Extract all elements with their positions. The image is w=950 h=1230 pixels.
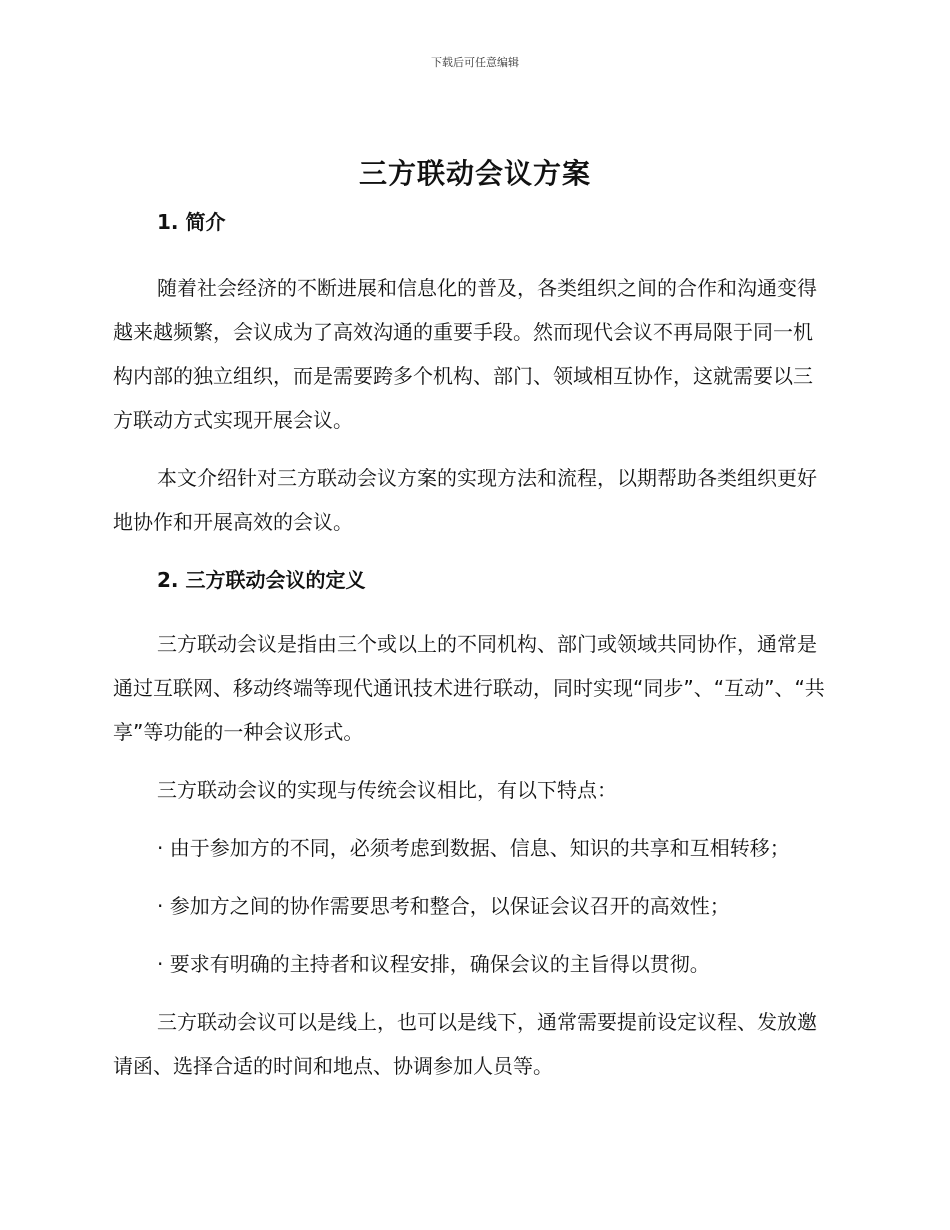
section-heading-definition: 2. 三方联动会议的定义: [157, 568, 366, 592]
bullet-item: · 由于参加方的不同，必须考虑到数据、信息、知识的共享和互相转移；: [157, 836, 790, 860]
bullet-item: · 参加方之间的协作需要思考和整合，以保证会议召开的高效性；: [157, 894, 730, 918]
paragraph-intro-1: 随着社会经济的不断进展和信息化的普及，各类组织之间的合作和沟通变得越来越频繁，会议成为了高效沟通的重要手段。然而现代会议不再局限于同一机构内部的独立组织，而是需要跨多个机构、部门、领域相互协作，这就需要以三方联动方式实现开展会议。: [113, 276, 817, 432]
paragraph-definition-3: 三方联动会议可以是线上，也可以是线下，通常需要提前设定议程、发放邀请函、选择合适的时间和地点、协调参加人员等。: [113, 1010, 817, 1078]
paragraph-definition-1: 三方联动会议是指由三个或以上的不同机构、部门或领域共同协作，通常是通过互联网、移动终端等现代通讯技术进行联动，同时实现“同步”、“互动”、“共享”等功能的一种会议形式。: [113, 632, 825, 744]
bullet-item: · 要求有明确的主持者和议程安排，确保会议的主旨得以贯彻。: [157, 952, 710, 976]
document-title: 三方联动会议方案: [358, 157, 591, 190]
paragraph-intro-2: 本文介绍针对三方联动会议方案的实现方法和流程，以期帮助各类组织更好地协作和开展高效的会议。: [113, 466, 817, 534]
header-note: 下载后可任意编辑: [431, 56, 519, 69]
section-heading-intro: 1. 简介: [157, 210, 226, 234]
paragraph-definition-2: 三方联动会议的实现与传统会议相比，有以下特点：: [157, 778, 617, 802]
document-body: [113, 206, 831, 1088]
